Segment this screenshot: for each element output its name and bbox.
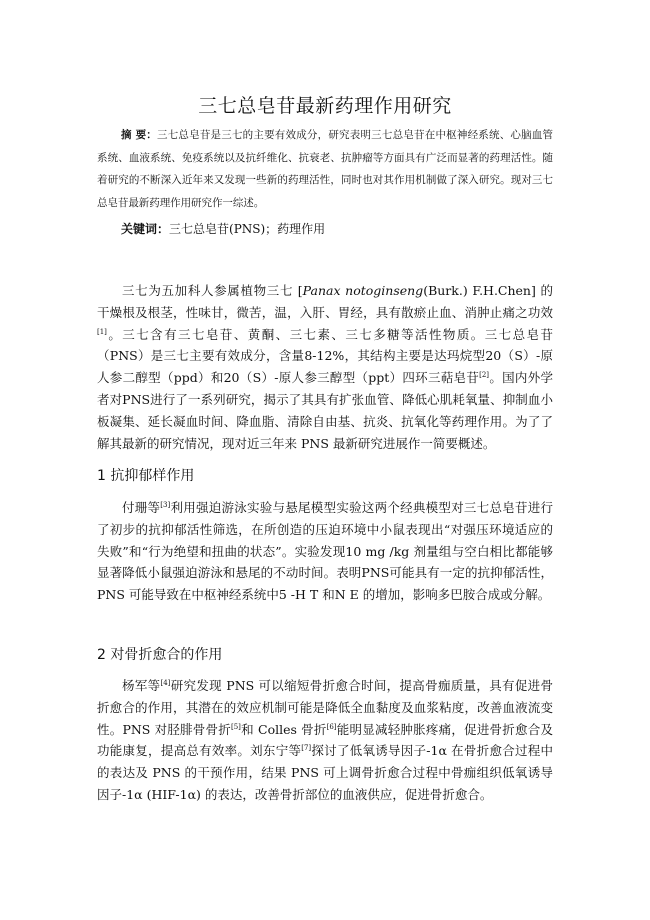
- abstract: [97, 124, 553, 214]
- section-2-heading: 2 对骨折愈合的作用: [97, 647, 223, 663]
- citation-5: [5]: [230, 722, 241, 731]
- section-2-text-c: 和 Colles 骨折: [240, 721, 327, 737]
- keywords-text: 三七总皂苷(PNS)；药理作用: [169, 222, 326, 236]
- section-2-text-d: 能明显减轻肿胀疼痛，促进骨折愈合及功能康复，提高总有效率。刘东宁等: [97, 721, 553, 759]
- citation-4: [4]: [160, 679, 171, 687]
- section-2-text-a: 杨军等: [122, 678, 161, 693]
- keywords-label: 关键词：: [121, 222, 170, 236]
- section-2-text-e: 探讨了低氧诱导因子-1α 在骨折愈合过程中的表达及 PNS 的干预作用，结果 PNS 可上调骨折愈合过程中骨痂组织低氧诱导因子-1α (HIF-1α) 的表达，改善骨折部位的血液供应，促进骨折愈合。: [97, 743, 553, 802]
- citation-7: [7]: [301, 744, 312, 753]
- citation-1: [1]: [97, 327, 107, 336]
- section-1-text-b: 利用强迫游泳实验与悬尾模型实验这两个经典模型对三七总皂苷进行了初步的抗抑郁活性筛选，在所创造的压迫环境中小鼠表现出“对强压环境适应的失败”和“行为绝望和扭曲的状态”。实验发现10 mg /kg 剂量组与空白相比都能够显著降低小鼠强迫游泳和悬尾的不动时间。表明PNS可能具有一定的抗抑郁活性，PNS 可能导致在中枢神经系统中5 -H T 和N E 的增加，影响多巴胺合成或分解。: [97, 500, 553, 603]
- keywords: [121, 219, 325, 239]
- intro-text-b: (Burk.) F.H.Chen] 的干燥根及根茎，性味甘，微苦，温，入肝、胃经，具有散瘀止血、消肿止痛之功效: [97, 283, 553, 320]
- intro-text-a: 三七为五加科人参属植物三七 [: [122, 283, 303, 298]
- latin-name: Panax notoginseng: [302, 283, 424, 298]
- citation-3: [3]: [160, 501, 171, 509]
- intro-text-c: 。三七含有三七皂苷、黄酮、三七素、三七多糖等活性物质。三七总皂苷（PNS）是三七主要有效成分，含量8-12%，其结构主要是达玛烷型20（S）-原人参二醇型（ppd）和20（S）-原人参三醇型（ppt）四环三萜皂苷: [97, 326, 553, 386]
- section-2-text-b: 研究发现 PNS 可以缩短骨折愈合时间，提高骨痂质量，具有促进骨折愈合的作用，其潜在的效应机制可能是降低全血黏度及血浆粘度，改善血液流变性。PNS 对胫腓骨骨折: [97, 678, 553, 737]
- page-title: 三七总皂苷最新药理作用研究: [198, 95, 452, 117]
- citation-2: [2]: [479, 371, 490, 380]
- section-2-paragraph: [97, 675, 553, 806]
- section-1-text-a: 付珊等: [122, 500, 161, 515]
- intro-paragraph: [97, 280, 553, 454]
- citation-6: [6]: [326, 722, 337, 731]
- abstract-label: 摘 要：: [121, 129, 157, 141]
- section-1-paragraph: [97, 497, 553, 606]
- intro-text-d: 。国内外学者对PNS进行了一系列研究，揭示了其具有扩张血管、降低心肌耗氧量、抑制血小板凝集、延长凝血时间、降血脂、清除自由基、抗炎、抗氧化等药理作用。为了了解其最新的研究情况，现对近三年来 PNS 最新研究进展作一简要概述。: [97, 370, 553, 451]
- abstract-text: 三七总皂苷是三七的主要有效成分，研究表明三七总皂苷在中枢神经系统、心脑血管系统、血液系统、免疫系统以及抗纤维化、抗衰老、抗肿瘤等方面具有广泛而显著的药理活性。随着研究的不断深入近年来又发现一些新的药理活性，同时也对其作用机制做了深入研究。现对三七总皂苷最新药理作用研究作一综述。: [97, 129, 553, 209]
- section-1-heading: 1 抗抑郁样作用: [97, 468, 195, 484]
